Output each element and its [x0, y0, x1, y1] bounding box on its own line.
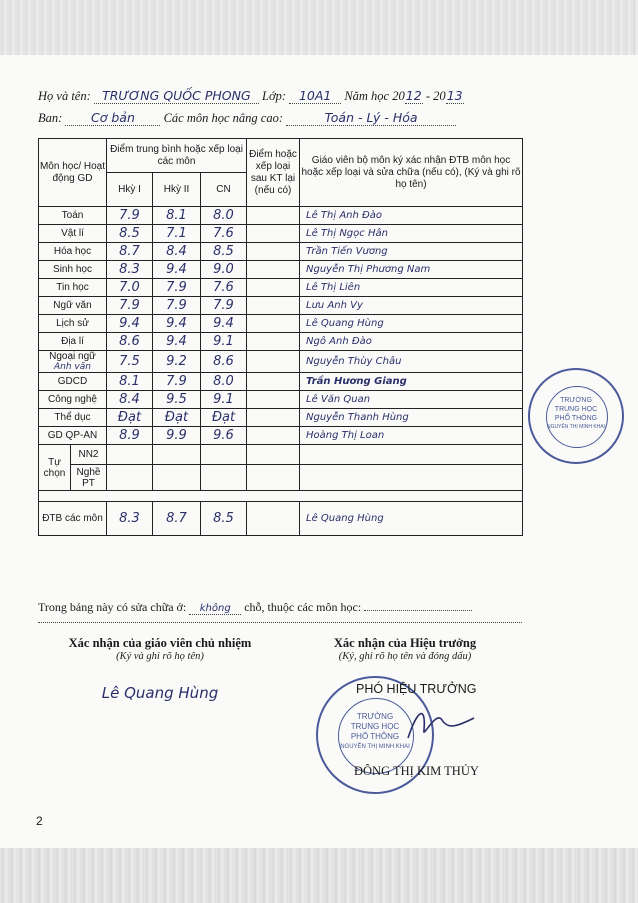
corrections-prefix: Trong bảng này có sửa chữa ở: — [38, 600, 187, 614]
subject-name: Vật lí — [39, 225, 107, 243]
table-row — [39, 207, 523, 225]
subject-note: Anh văn — [54, 361, 91, 372]
empty-cell — [201, 445, 247, 465]
grade-hk2: 9.9 — [153, 427, 201, 445]
grade-hk1: 8.6 — [107, 333, 153, 351]
year-label: Năm học 20 — [344, 89, 405, 103]
dotted-rule — [38, 622, 522, 623]
retest-cell — [247, 225, 300, 243]
table-row — [39, 351, 523, 373]
grade-hk2: Đạt — [153, 409, 201, 427]
teacher-signature: Lê Thị Liên — [300, 279, 523, 297]
name-label: Họ và tên: — [38, 89, 91, 103]
empty-cell — [153, 465, 201, 491]
table-row — [39, 315, 523, 333]
teacher-signature: Lê Thị Anh Đào — [300, 207, 523, 225]
subject-name: Địa lí — [39, 333, 107, 351]
table-row — [39, 409, 523, 427]
teacher-signature: Nguyễn Thùy Châu — [300, 351, 523, 373]
teacher-signature: Lê Thị Ngọc Hân — [300, 225, 523, 243]
grade-cn: 9.6 — [201, 427, 247, 445]
stamp-line: NGUYỄN THỊ MINH KHAI — [340, 744, 410, 750]
stream-value: Cơ bản — [65, 110, 160, 126]
empty-cell — [300, 465, 523, 491]
grade-hk2: 7.9 — [153, 297, 201, 315]
subject-name: Tin học — [39, 279, 107, 297]
principal-name: ĐÔNG THỊ KIM THỦY — [354, 764, 479, 778]
table-row — [39, 243, 523, 261]
average-cn: 8.5 — [201, 502, 247, 536]
advanced-label: Các môn học nâng cao: — [163, 111, 283, 125]
stamp-line: TRƯỜNG — [356, 712, 394, 721]
corrections-mid: chỗ, thuộc các môn học: — [244, 600, 362, 614]
grade-cn: 7.9 — [201, 297, 247, 315]
retest-cell — [247, 391, 300, 409]
grade-hk2: 9.4 — [153, 333, 201, 351]
elective-nghe-label: Nghề PT — [71, 465, 107, 491]
subject-name: Công nghệ — [39, 391, 107, 409]
average-label: ĐTB các môn — [39, 502, 107, 536]
scan-noise-bottom — [0, 848, 638, 903]
stream-line — [38, 110, 456, 126]
header-subject: Môn học/ Hoạt động GD — [39, 139, 107, 207]
grade-cn: 9.4 — [201, 315, 247, 333]
empty-cell — [153, 445, 201, 465]
subject-name: Lịch sử — [39, 315, 107, 333]
header-retest: Điểm hoặc xếp loại sau KT lại (nếu có) — [247, 139, 300, 207]
table-row — [39, 427, 523, 445]
empty-cell — [39, 491, 523, 502]
empty-cell — [247, 445, 300, 465]
retest-cell — [247, 502, 300, 536]
teacher-signature: Lê Văn Quan — [300, 391, 523, 409]
principal-note: (Ký, ghi rõ họ tên và đóng dấu) — [338, 651, 472, 662]
stamp-line: TRUNG HỌC — [554, 406, 598, 413]
average-signature: Lê Quang Hùng — [300, 502, 523, 536]
grade-cn: 8.0 — [201, 373, 247, 391]
grade-hk1: 9.4 — [107, 315, 153, 333]
table-row — [39, 279, 523, 297]
grade-hk1: 7.5 — [107, 351, 153, 373]
homeroom-block — [40, 636, 280, 702]
table-row — [39, 261, 523, 279]
grade-hk1: 7.9 — [107, 207, 153, 225]
school-stamp-side — [528, 368, 624, 464]
scan-noise-top — [0, 0, 638, 55]
grades-table — [38, 138, 523, 536]
stream-label: Ban: — [38, 111, 63, 125]
corrections-line — [38, 600, 472, 615]
grade-hk1: 8.3 — [107, 261, 153, 279]
table-row — [39, 391, 523, 409]
student-line — [38, 88, 464, 104]
grade-hk1: 8.9 — [107, 427, 153, 445]
grade-hk2: 9.4 — [153, 315, 201, 333]
grade-cn: 7.6 — [201, 225, 247, 243]
header-cn: CN — [201, 173, 247, 207]
teacher-signature: Lưu Anh Vy — [300, 297, 523, 315]
grade-hk2: 7.9 — [153, 373, 201, 391]
stamp-line: PHỔ THÔNG — [350, 732, 400, 741]
retest-cell — [247, 373, 300, 391]
homeroom-signature: Lê Quang Hùng — [101, 684, 219, 702]
grade-cn: 8.6 — [201, 351, 247, 373]
header-hk1: Hkỳ I — [107, 173, 153, 207]
grade-cn: 8.0 — [201, 207, 247, 225]
grade-hk1: 7.0 — [107, 279, 153, 297]
principal-role: PHÓ HIỆU TRƯỞNG — [356, 682, 477, 696]
grade-hk1: 8.5 — [107, 225, 153, 243]
class-value: 10A1 — [289, 88, 341, 104]
subject-name: Ngữ văn — [39, 297, 107, 315]
teacher-signature: Nguyễn Thanh Hùng — [300, 409, 523, 427]
retest-cell — [247, 427, 300, 445]
grade-cn: 9.1 — [201, 333, 247, 351]
grade-hk2: 9.5 — [153, 391, 201, 409]
advanced-value: Toán - Lý - Hóa — [286, 110, 456, 126]
page-number: 2 — [36, 814, 43, 828]
elective-nn2-label: NN2 — [71, 445, 107, 465]
subject-name: Sinh học — [39, 261, 107, 279]
teacher-signature: Ngô Anh Đào — [300, 333, 523, 351]
grade-cn: 8.5 — [201, 243, 247, 261]
grade-hk1: Đạt — [107, 409, 153, 427]
empty-cell — [201, 465, 247, 491]
teacher-signature: Trần Hương Giang — [300, 373, 523, 391]
corrections-subjects — [364, 610, 472, 611]
average-hk2: 8.7 — [153, 502, 201, 536]
homeroom-note: (Ký và ghi rõ họ tên) — [116, 651, 204, 662]
spacer-row — [39, 491, 523, 502]
elective-group-label: Tự chọn — [39, 445, 71, 491]
stamp-text — [530, 396, 622, 432]
retest-cell — [247, 315, 300, 333]
table-row — [39, 297, 523, 315]
subject-name: Toán — [39, 207, 107, 225]
retest-cell — [247, 279, 300, 297]
grade-hk2: 7.1 — [153, 225, 201, 243]
principal-block — [290, 636, 520, 662]
grade-hk2: 7.9 — [153, 279, 201, 297]
principal-signature-mark — [400, 700, 480, 745]
teacher-signature: Lê Quang Hùng — [300, 315, 523, 333]
grade-hk2: 9.4 — [153, 261, 201, 279]
empty-cell — [107, 465, 153, 491]
year-start: 12 — [405, 88, 422, 103]
teacher-signature: Nguyễn Thị Phương Nam — [300, 261, 523, 279]
subject-name: GD QP-AN — [39, 427, 107, 445]
stamp-line: NGUYỄN THỊ MINH KHAI — [547, 424, 605, 430]
teacher-signature: Trần Tiến Vương — [300, 243, 523, 261]
grade-cn: Đạt — [201, 409, 247, 427]
table-row — [39, 225, 523, 243]
retest-cell — [247, 243, 300, 261]
average-hk1: 8.3 — [107, 502, 153, 536]
average-row — [39, 502, 523, 536]
subject-name: Hóa học — [39, 243, 107, 261]
elective-row-nghe — [39, 465, 523, 491]
year-end: 13 — [446, 88, 463, 103]
header-hk2: Hkỳ II — [153, 173, 201, 207]
class-label: Lớp: — [262, 89, 287, 103]
table-row — [39, 333, 523, 351]
grade-cn: 9.1 — [201, 391, 247, 409]
principal-title: Xác nhận của Hiệu trưởng — [333, 636, 477, 650]
homeroom-title: Xác nhận của giáo viên chủ nhiệm — [68, 636, 252, 650]
grade-hk2: 8.1 — [153, 207, 201, 225]
grade-cn: 9.0 — [201, 261, 247, 279]
subject-name — [39, 351, 107, 373]
subject-label: Ngoại ngữ — [49, 350, 96, 362]
retest-cell — [247, 261, 300, 279]
grade-hk1: 7.9 — [107, 297, 153, 315]
empty-cell — [107, 445, 153, 465]
retest-cell — [247, 207, 300, 225]
retest-cell — [247, 297, 300, 315]
header-teacher: Giáo viên bộ môn ký xác nhận ĐTB môn học hoặc xếp loại và sửa chữa (nếu có), (Ký và ghi rõ họ tên) — [300, 139, 523, 207]
corrections-count: không — [189, 603, 241, 615]
retest-cell — [247, 409, 300, 427]
empty-cell — [300, 445, 523, 465]
empty-cell — [247, 465, 300, 491]
grade-hk1: 8.1 — [107, 373, 153, 391]
retest-cell — [247, 333, 300, 351]
subject-name: Thể dục — [39, 409, 107, 427]
teacher-signature: Hoàng Thị Loan — [300, 427, 523, 445]
student-name: TRƯƠNG QUỐC PHONG — [94, 88, 259, 104]
year-sep: - 20 — [425, 89, 446, 103]
stamp-line: TRUNG HỌC — [350, 722, 400, 731]
retest-cell — [247, 351, 300, 373]
subject-name: GDCD — [39, 373, 107, 391]
grade-hk1: 8.7 — [107, 243, 153, 261]
grade-hk2: 8.4 — [153, 243, 201, 261]
table-row — [39, 373, 523, 391]
stamp-line: TRƯỜNG — [560, 397, 592, 404]
grade-cn: 7.6 — [201, 279, 247, 297]
stamp-line: PHỔ THÔNG — [554, 415, 598, 422]
grade-hk1: 8.4 — [107, 391, 153, 409]
header-average: Điểm trung bình hoặc xếp loại các môn — [107, 139, 247, 173]
elective-row-nn2 — [39, 445, 523, 465]
grade-hk2: 9.2 — [153, 351, 201, 373]
